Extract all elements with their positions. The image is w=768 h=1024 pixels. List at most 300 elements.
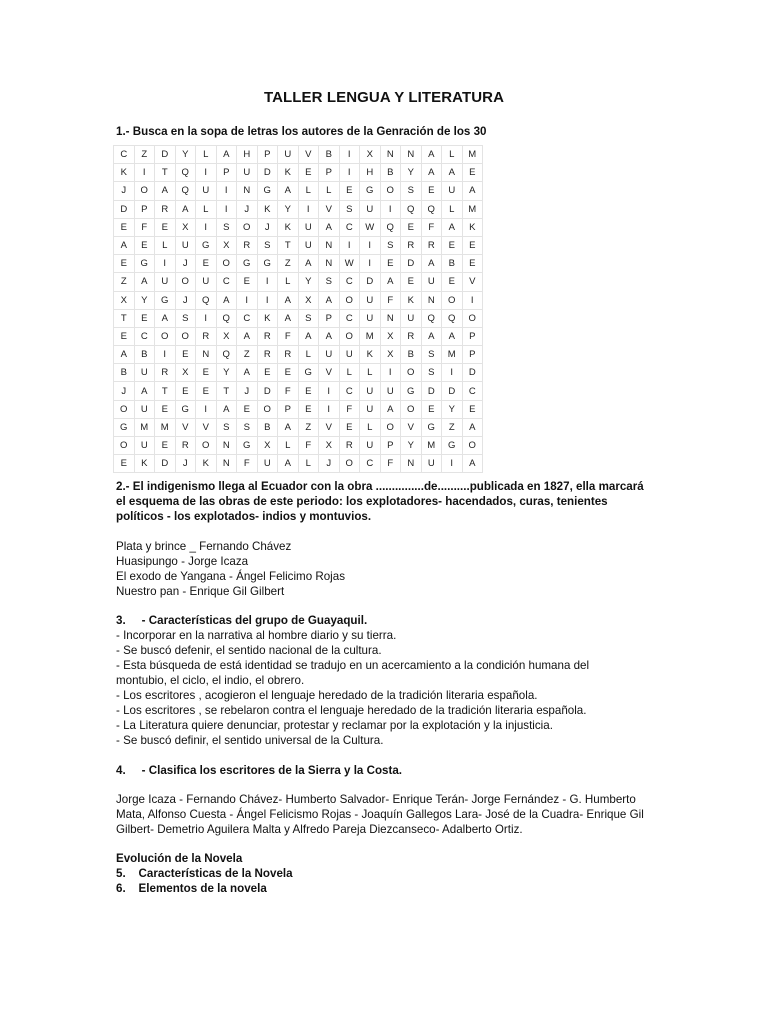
- grid-cell: S: [339, 200, 360, 218]
- grid-cell: I: [298, 200, 319, 218]
- grid-cell: Y: [175, 146, 196, 164]
- grid-cell: L: [339, 364, 360, 382]
- grid-cell: B: [114, 364, 135, 382]
- grid-cell: T: [216, 382, 237, 400]
- grid-cell: L: [442, 200, 463, 218]
- grid-cell: U: [360, 382, 381, 400]
- work-item: Huasipungo - Jorge Icaza: [116, 555, 249, 568]
- grid-cell: P: [216, 164, 237, 182]
- grid-row: [114, 346, 483, 364]
- grid-cell: N: [196, 346, 217, 364]
- grid-cell: P: [319, 309, 340, 327]
- grid-cell: B: [442, 255, 463, 273]
- grid-cell: B: [319, 146, 340, 164]
- question-4-number: 4.: [116, 764, 126, 777]
- grid-cell: G: [134, 255, 155, 273]
- grid-cell: I: [380, 200, 401, 218]
- grid-cell: K: [462, 218, 483, 236]
- grid-cell: U: [360, 291, 381, 309]
- grid-cell: I: [360, 255, 381, 273]
- grid-cell: I: [196, 164, 217, 182]
- grid-cell: C: [339, 382, 360, 400]
- grid-cell: V: [401, 418, 422, 436]
- grid-cell: S: [380, 236, 401, 254]
- grid-cell: E: [298, 164, 319, 182]
- grid-cell: U: [442, 182, 463, 200]
- grid-cell: A: [175, 200, 196, 218]
- grid-row: [114, 218, 483, 236]
- grid-cell: D: [114, 200, 135, 218]
- grid-cell: A: [134, 382, 155, 400]
- grid-cell: O: [155, 327, 176, 345]
- grid-cell: D: [360, 273, 381, 291]
- grid-cell: I: [319, 400, 340, 418]
- question-4-title: - Clasifica los escritores de la Sierra y la Costa.: [141, 764, 403, 777]
- grid-cell: A: [319, 327, 340, 345]
- grid-cell: O: [339, 291, 360, 309]
- grid-cell: Y: [298, 273, 319, 291]
- grid-cell: K: [278, 218, 299, 236]
- grid-cell: A: [155, 182, 176, 200]
- grid-cell: Y: [442, 400, 463, 418]
- grid-cell: M: [360, 327, 381, 345]
- grid-cell: E: [114, 218, 135, 236]
- grid-row: [114, 182, 483, 200]
- grid-cell: H: [360, 164, 381, 182]
- grid-cell: G: [155, 291, 176, 309]
- grid-cell: R: [155, 364, 176, 382]
- grid-cell: A: [380, 273, 401, 291]
- grid-cell: A: [298, 255, 319, 273]
- grid-cell: U: [134, 437, 155, 455]
- grid-cell: S: [319, 273, 340, 291]
- q3-item: - Esta búsqueda de está identidad se tradujo en un acercamiento a la condición humana del: [116, 659, 590, 672]
- grid-cell: E: [155, 218, 176, 236]
- work-item: Nuestro pan - Enrique Gil Gilbert: [116, 585, 285, 598]
- grid-cell: Y: [216, 364, 237, 382]
- grid-cell: I: [442, 364, 463, 382]
- grid-cell: C: [339, 218, 360, 236]
- grid-cell: G: [257, 255, 278, 273]
- grid-cell: A: [237, 364, 258, 382]
- grid-cell: L: [196, 146, 217, 164]
- grid-cell: L: [196, 200, 217, 218]
- grid-cell: O: [401, 400, 422, 418]
- grid-cell: U: [360, 400, 381, 418]
- grid-cell: Q: [175, 182, 196, 200]
- grid-cell: G: [421, 418, 442, 436]
- grid-cell: A: [380, 400, 401, 418]
- grid-cell: Y: [134, 291, 155, 309]
- grid-cell: A: [155, 309, 176, 327]
- grid-cell: O: [216, 255, 237, 273]
- grid-cell: U: [298, 236, 319, 254]
- grid-cell: S: [298, 309, 319, 327]
- grid-cell: A: [134, 273, 155, 291]
- grid-cell: G: [175, 400, 196, 418]
- grid-cell: S: [257, 236, 278, 254]
- grid-row: [114, 418, 483, 436]
- grid-cell: R: [257, 327, 278, 345]
- q3-item: - Se buscó definir, el sentido universal de la Cultura.: [116, 734, 384, 747]
- grid-cell: T: [155, 382, 176, 400]
- grid-cell: G: [114, 418, 135, 436]
- q3-item: - Los escritores , acogieron el lenguaje heredado de la tradición literaria española.: [116, 689, 538, 702]
- grid-cell: N: [380, 309, 401, 327]
- grid-cell: E: [196, 382, 217, 400]
- grid-cell: A: [216, 291, 237, 309]
- grid-cell: M: [462, 146, 483, 164]
- grid-cell: Y: [401, 437, 422, 455]
- grid-cell: I: [442, 455, 463, 473]
- grid-cell: X: [216, 327, 237, 345]
- grid-cell: F: [421, 218, 442, 236]
- grid-cell: O: [380, 182, 401, 200]
- question-6: 6. Elementos de la novela: [116, 882, 267, 895]
- grid-cell: G: [257, 182, 278, 200]
- grid-cell: U: [196, 273, 217, 291]
- grid-cell: G: [401, 382, 422, 400]
- grid-cell: Q: [401, 200, 422, 218]
- grid-cell: S: [216, 418, 237, 436]
- grid-cell: Z: [237, 346, 258, 364]
- grid-cell: C: [134, 327, 155, 345]
- grid-cell: X: [216, 236, 237, 254]
- grid-cell: E: [134, 236, 155, 254]
- grid-cell: F: [278, 382, 299, 400]
- grid-cell: E: [462, 164, 483, 182]
- grid-cell: N: [216, 437, 237, 455]
- grid-cell: I: [196, 218, 217, 236]
- grid-row: [114, 364, 483, 382]
- grid-cell: X: [319, 437, 340, 455]
- grid-cell: U: [257, 455, 278, 473]
- grid-row: [114, 164, 483, 182]
- grid-cell: A: [237, 327, 258, 345]
- grid-cell: E: [298, 382, 319, 400]
- grid-cell: A: [278, 418, 299, 436]
- grid-cell: J: [319, 455, 340, 473]
- grid-cell: O: [462, 309, 483, 327]
- grid-cell: K: [257, 200, 278, 218]
- grid-cell: P: [462, 346, 483, 364]
- grid-row: [114, 327, 483, 345]
- grid-cell: N: [216, 455, 237, 473]
- grid-cell: L: [360, 418, 381, 436]
- grid-cell: W: [339, 255, 360, 273]
- grid-cell: A: [462, 182, 483, 200]
- grid-cell: I: [257, 291, 278, 309]
- grid-row: [114, 437, 483, 455]
- grid-cell: O: [175, 327, 196, 345]
- q3-item: - Se buscó defenir, el sentido nacional de la cultura.: [116, 644, 382, 657]
- work-item: El exodo de Yangana - Ángel Felicimo Rojas: [116, 570, 346, 583]
- grid-cell: I: [319, 382, 340, 400]
- grid-cell: Q: [442, 309, 463, 327]
- grid-cell: J: [175, 291, 196, 309]
- grid-cell: X: [175, 218, 196, 236]
- grid-cell: E: [114, 255, 135, 273]
- grid-cell: B: [134, 346, 155, 364]
- grid-cell: P: [319, 164, 340, 182]
- grid-cell: L: [442, 146, 463, 164]
- q3-item: - Los escritores , se rebelaron contra el lenguaje heredado de la tradición literaria española.: [116, 704, 587, 717]
- grid-cell: L: [298, 182, 319, 200]
- grid-cell: G: [442, 437, 463, 455]
- grid-cell: E: [462, 236, 483, 254]
- grid-cell: E: [257, 364, 278, 382]
- grid-cell: G: [196, 236, 217, 254]
- grid-cell: D: [421, 382, 442, 400]
- grid-cell: I: [360, 236, 381, 254]
- grid-cell: O: [462, 437, 483, 455]
- grid-cell: C: [462, 382, 483, 400]
- question-2: 2.- El indigenismo llega al Ecuador con la obra ...............de..........publicada en 1827, ella marcará el esquema de las obras de este periodo: los explotadores- hacendados, curas, tenientes políticos - los explotados- indios y montuvios.: [116, 480, 644, 523]
- grid-cell: R: [339, 437, 360, 455]
- grid-cell: K: [401, 291, 422, 309]
- grid-cell: C: [216, 273, 237, 291]
- grid-cell: F: [134, 218, 155, 236]
- grid-cell: A: [216, 400, 237, 418]
- grid-cell: R: [401, 236, 422, 254]
- grid-cell: E: [114, 327, 135, 345]
- grid-cell: Z: [298, 418, 319, 436]
- grid-cell: E: [401, 273, 422, 291]
- novel-heading: Evolución de la Novela: [116, 852, 243, 865]
- grid-cell: F: [339, 400, 360, 418]
- grid-cell: A: [442, 218, 463, 236]
- grid-cell: N: [319, 236, 340, 254]
- grid-cell: A: [462, 418, 483, 436]
- grid-cell: E: [196, 255, 217, 273]
- grid-cell: Q: [175, 164, 196, 182]
- grid-cell: A: [421, 146, 442, 164]
- grid-cell: U: [134, 400, 155, 418]
- grid-cell: L: [360, 364, 381, 382]
- grid-cell: E: [155, 400, 176, 418]
- grid-cell: Q: [216, 346, 237, 364]
- grid-cell: B: [380, 164, 401, 182]
- grid-cell: E: [339, 418, 360, 436]
- grid-cell: D: [442, 382, 463, 400]
- grid-cell: P: [134, 200, 155, 218]
- grid-cell: O: [134, 182, 155, 200]
- grid-cell: I: [155, 346, 176, 364]
- grid-cell: F: [298, 437, 319, 455]
- grid-cell: U: [155, 273, 176, 291]
- grid-cell: E: [237, 273, 258, 291]
- grid-cell: U: [360, 437, 381, 455]
- q3-item: - La Literatura quiere denunciar, protestar y reclamar por la explotación y la injusticia.: [116, 719, 553, 732]
- grid-cell: D: [401, 255, 422, 273]
- grid-cell: I: [339, 236, 360, 254]
- grid-cell: A: [114, 236, 135, 254]
- grid-cell: B: [401, 346, 422, 364]
- grid-cell: A: [114, 346, 135, 364]
- grid-cell: M: [421, 437, 442, 455]
- question-5: 5. Características de la Novela: [116, 867, 293, 880]
- grid-cell: U: [339, 346, 360, 364]
- grid-cell: D: [155, 455, 176, 473]
- grid-cell: G: [237, 255, 258, 273]
- grid-cell: H: [237, 146, 258, 164]
- grid-cell: E: [462, 255, 483, 273]
- grid-cell: E: [339, 182, 360, 200]
- grid-cell: A: [319, 218, 340, 236]
- grid-cell: R: [278, 346, 299, 364]
- grid-cell: U: [421, 455, 442, 473]
- grid-cell: U: [175, 236, 196, 254]
- grid-cell: O: [257, 400, 278, 418]
- grid-cell: U: [380, 382, 401, 400]
- grid-cell: Z: [278, 255, 299, 273]
- grid-cell: F: [380, 291, 401, 309]
- grid-cell: S: [401, 182, 422, 200]
- grid-cell: Z: [114, 273, 135, 291]
- grid-cell: A: [442, 164, 463, 182]
- grid-cell: S: [237, 418, 258, 436]
- grid-cell: Y: [401, 164, 422, 182]
- grid-cell: G: [237, 437, 258, 455]
- grid-cell: Z: [442, 418, 463, 436]
- grid-cell: N: [421, 291, 442, 309]
- grid-cell: U: [401, 309, 422, 327]
- grid-cell: E: [175, 346, 196, 364]
- grid-cell: M: [462, 200, 483, 218]
- grid-cell: P: [278, 400, 299, 418]
- grid-cell: E: [401, 218, 422, 236]
- grid-cell: J: [114, 182, 135, 200]
- grid-cell: E: [421, 182, 442, 200]
- grid-cell: A: [421, 255, 442, 273]
- grid-cell: O: [442, 291, 463, 309]
- grid-cell: E: [298, 400, 319, 418]
- grid-cell: X: [380, 327, 401, 345]
- grid-row: [114, 236, 483, 254]
- question-3-heading: [116, 613, 656, 628]
- grid-cell: J: [237, 382, 258, 400]
- grid-cell: F: [278, 327, 299, 345]
- grid-cell: Q: [421, 309, 442, 327]
- grid-cell: S: [175, 309, 196, 327]
- grid-cell: A: [319, 291, 340, 309]
- grid-cell: J: [237, 200, 258, 218]
- grid-cell: M: [442, 346, 463, 364]
- grid-cell: B: [257, 418, 278, 436]
- grid-cell: I: [196, 309, 217, 327]
- grid-cell: K: [134, 455, 155, 473]
- grid-cell: O: [114, 400, 135, 418]
- grid-cell: Q: [196, 291, 217, 309]
- grid-cell: U: [319, 346, 340, 364]
- grid-cell: O: [339, 327, 360, 345]
- grid-cell: A: [278, 182, 299, 200]
- grid-row: [114, 291, 483, 309]
- grid-cell: A: [298, 327, 319, 345]
- grid-cell: A: [421, 327, 442, 345]
- grid-cell: R: [196, 327, 217, 345]
- grid-cell: I: [339, 164, 360, 182]
- grid-cell: R: [401, 327, 422, 345]
- grid-cell: E: [237, 400, 258, 418]
- question-3-title: - Características del grupo de Guayaquil.: [141, 614, 368, 627]
- grid-cell: J: [114, 382, 135, 400]
- grid-row: [114, 455, 483, 473]
- grid-cell: E: [114, 455, 135, 473]
- grid-cell: E: [134, 309, 155, 327]
- grid-cell: X: [360, 146, 381, 164]
- grid-cell: V: [175, 418, 196, 436]
- grid-cell: J: [257, 218, 278, 236]
- grid-cell: C: [114, 146, 135, 164]
- grid-cell: D: [257, 164, 278, 182]
- grid-cell: I: [155, 255, 176, 273]
- grid-cell: S: [216, 218, 237, 236]
- page-title: TALLER LENGUA Y LITERATURA: [263, 89, 505, 106]
- grid-cell: I: [216, 182, 237, 200]
- grid-cell: N: [401, 455, 422, 473]
- grid-cell: E: [175, 382, 196, 400]
- grid-cell: F: [237, 455, 258, 473]
- question-3-number: 3.: [116, 614, 126, 627]
- grid-cell: K: [114, 164, 135, 182]
- grid-cell: O: [237, 218, 258, 236]
- grid-cell: C: [339, 273, 360, 291]
- grid-cell: U: [134, 364, 155, 382]
- grid-cell: S: [421, 364, 442, 382]
- grid-cell: C: [237, 309, 258, 327]
- grid-cell: U: [278, 146, 299, 164]
- grid-row: [114, 400, 483, 418]
- grid-cell: X: [380, 346, 401, 364]
- grid-cell: E: [421, 400, 442, 418]
- grid-row: [114, 146, 483, 164]
- grid-cell: R: [421, 236, 442, 254]
- grid-cell: G: [298, 364, 319, 382]
- grid-cell: A: [216, 146, 237, 164]
- grid-cell: I: [380, 364, 401, 382]
- grid-cell: L: [298, 455, 319, 473]
- grid-cell: A: [462, 455, 483, 473]
- grid-cell: U: [196, 182, 217, 200]
- grid-cell: N: [380, 146, 401, 164]
- grid-cell: O: [175, 273, 196, 291]
- grid-cell: L: [155, 236, 176, 254]
- grid-cell: U: [360, 309, 381, 327]
- grid-cell: C: [339, 309, 360, 327]
- grid-cell: C: [360, 455, 381, 473]
- grid-cell: E: [442, 273, 463, 291]
- grid-cell: D: [155, 146, 176, 164]
- grid-row: [114, 273, 483, 291]
- grid-cell: T: [155, 164, 176, 182]
- grid-cell: Q: [380, 218, 401, 236]
- grid-row: [114, 309, 483, 327]
- grid-cell: V: [319, 418, 340, 436]
- grid-cell: E: [155, 437, 176, 455]
- grid-cell: O: [196, 437, 217, 455]
- grid-cell: Q: [421, 200, 442, 218]
- grid-cell: L: [278, 437, 299, 455]
- grid-cell: V: [462, 273, 483, 291]
- grid-cell: T: [114, 309, 135, 327]
- grid-cell: L: [319, 182, 340, 200]
- grid-cell: X: [298, 291, 319, 309]
- grid-cell: I: [134, 164, 155, 182]
- grid-cell: V: [196, 418, 217, 436]
- work-item: Plata y brince _ Fernando Chávez: [116, 540, 292, 553]
- grid-cell: J: [175, 255, 196, 273]
